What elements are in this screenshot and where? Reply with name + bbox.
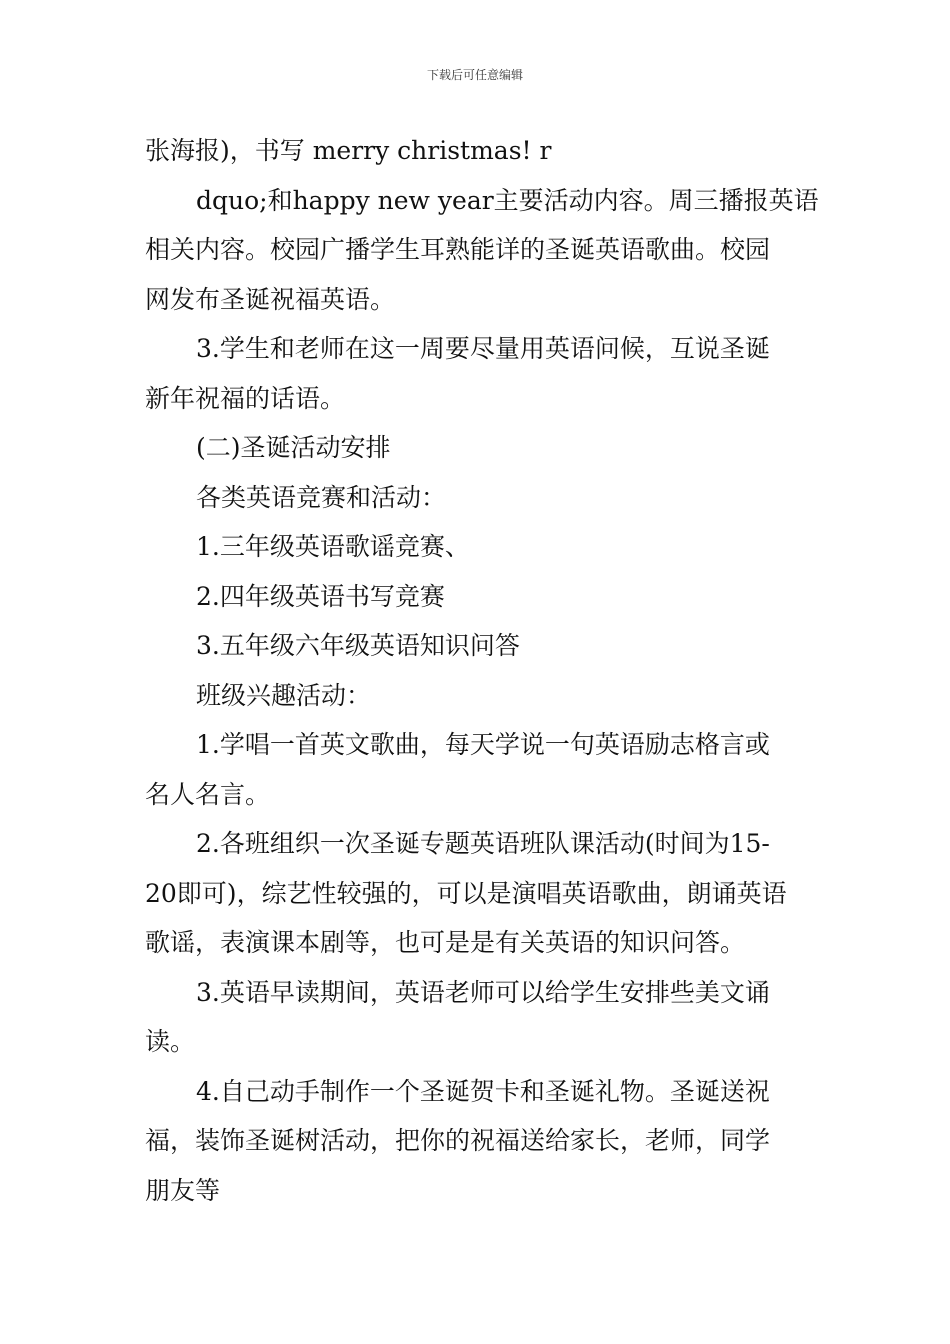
text-line: 网发布圣诞祝福英语。 bbox=[145, 284, 396, 314]
text-line: 相关内容。校园广播学生耳熟能详的圣诞英语歌曲。校园 bbox=[145, 235, 771, 264]
list-item: 3.英语早读期间，英语老师可以给学生安排些美文诵 bbox=[196, 977, 770, 1007]
text-line: 班级兴趣活动： bbox=[196, 680, 372, 710]
list-item: 3.五年级六年级英语知识问答 bbox=[196, 631, 520, 660]
text-line: 张海报)，书写 merry christmas! r bbox=[145, 136, 552, 165]
document-body bbox=[145, 126, 819, 1215]
text-line: 名人名言。 bbox=[145, 779, 271, 809]
text-line: 20即可)，综艺性较强的，可以是演唱英语歌曲，朗诵英语 bbox=[145, 878, 787, 908]
list-item: 1.学唱一首英文歌曲，每天学说一句英语励志格言或 bbox=[196, 730, 770, 759]
text-line: 福，装饰圣诞树活动，把你的祝福送给家长，老师，同学 bbox=[145, 1126, 771, 1155]
page-header: 下载后可任意编辑 bbox=[426, 68, 523, 82]
text-line: 各类英语竞赛和活动： bbox=[196, 482, 447, 512]
text-line: 读。 bbox=[145, 1027, 196, 1056]
text-line: dquo;和happy new year主要活动内容。周三播报英语 bbox=[196, 185, 819, 215]
list-item: 1.三年级英语歌谣竞赛、 bbox=[196, 532, 470, 561]
section-heading: (二)圣诞活动安排 bbox=[196, 433, 391, 462]
text-line: 新年祝福的话语。 bbox=[145, 383, 346, 413]
list-item: 2.四年级英语书写竞赛 bbox=[196, 581, 445, 611]
list-item: 4.自己动手制作一个圣诞贺卡和圣诞礼物。圣诞送祝 bbox=[196, 1076, 770, 1106]
text-line: 歌谣，表演课本剧等，也可是是有关英语的知识问答。 bbox=[145, 928, 746, 957]
text-line: 3.学生和老师在这一周要尽量用英语问候，互说圣诞 bbox=[196, 334, 770, 363]
list-item: 2.各班组织一次圣诞专题英语班队课活动(时间为15- bbox=[196, 829, 770, 858]
text-line: 朋友等 bbox=[145, 1175, 221, 1205]
